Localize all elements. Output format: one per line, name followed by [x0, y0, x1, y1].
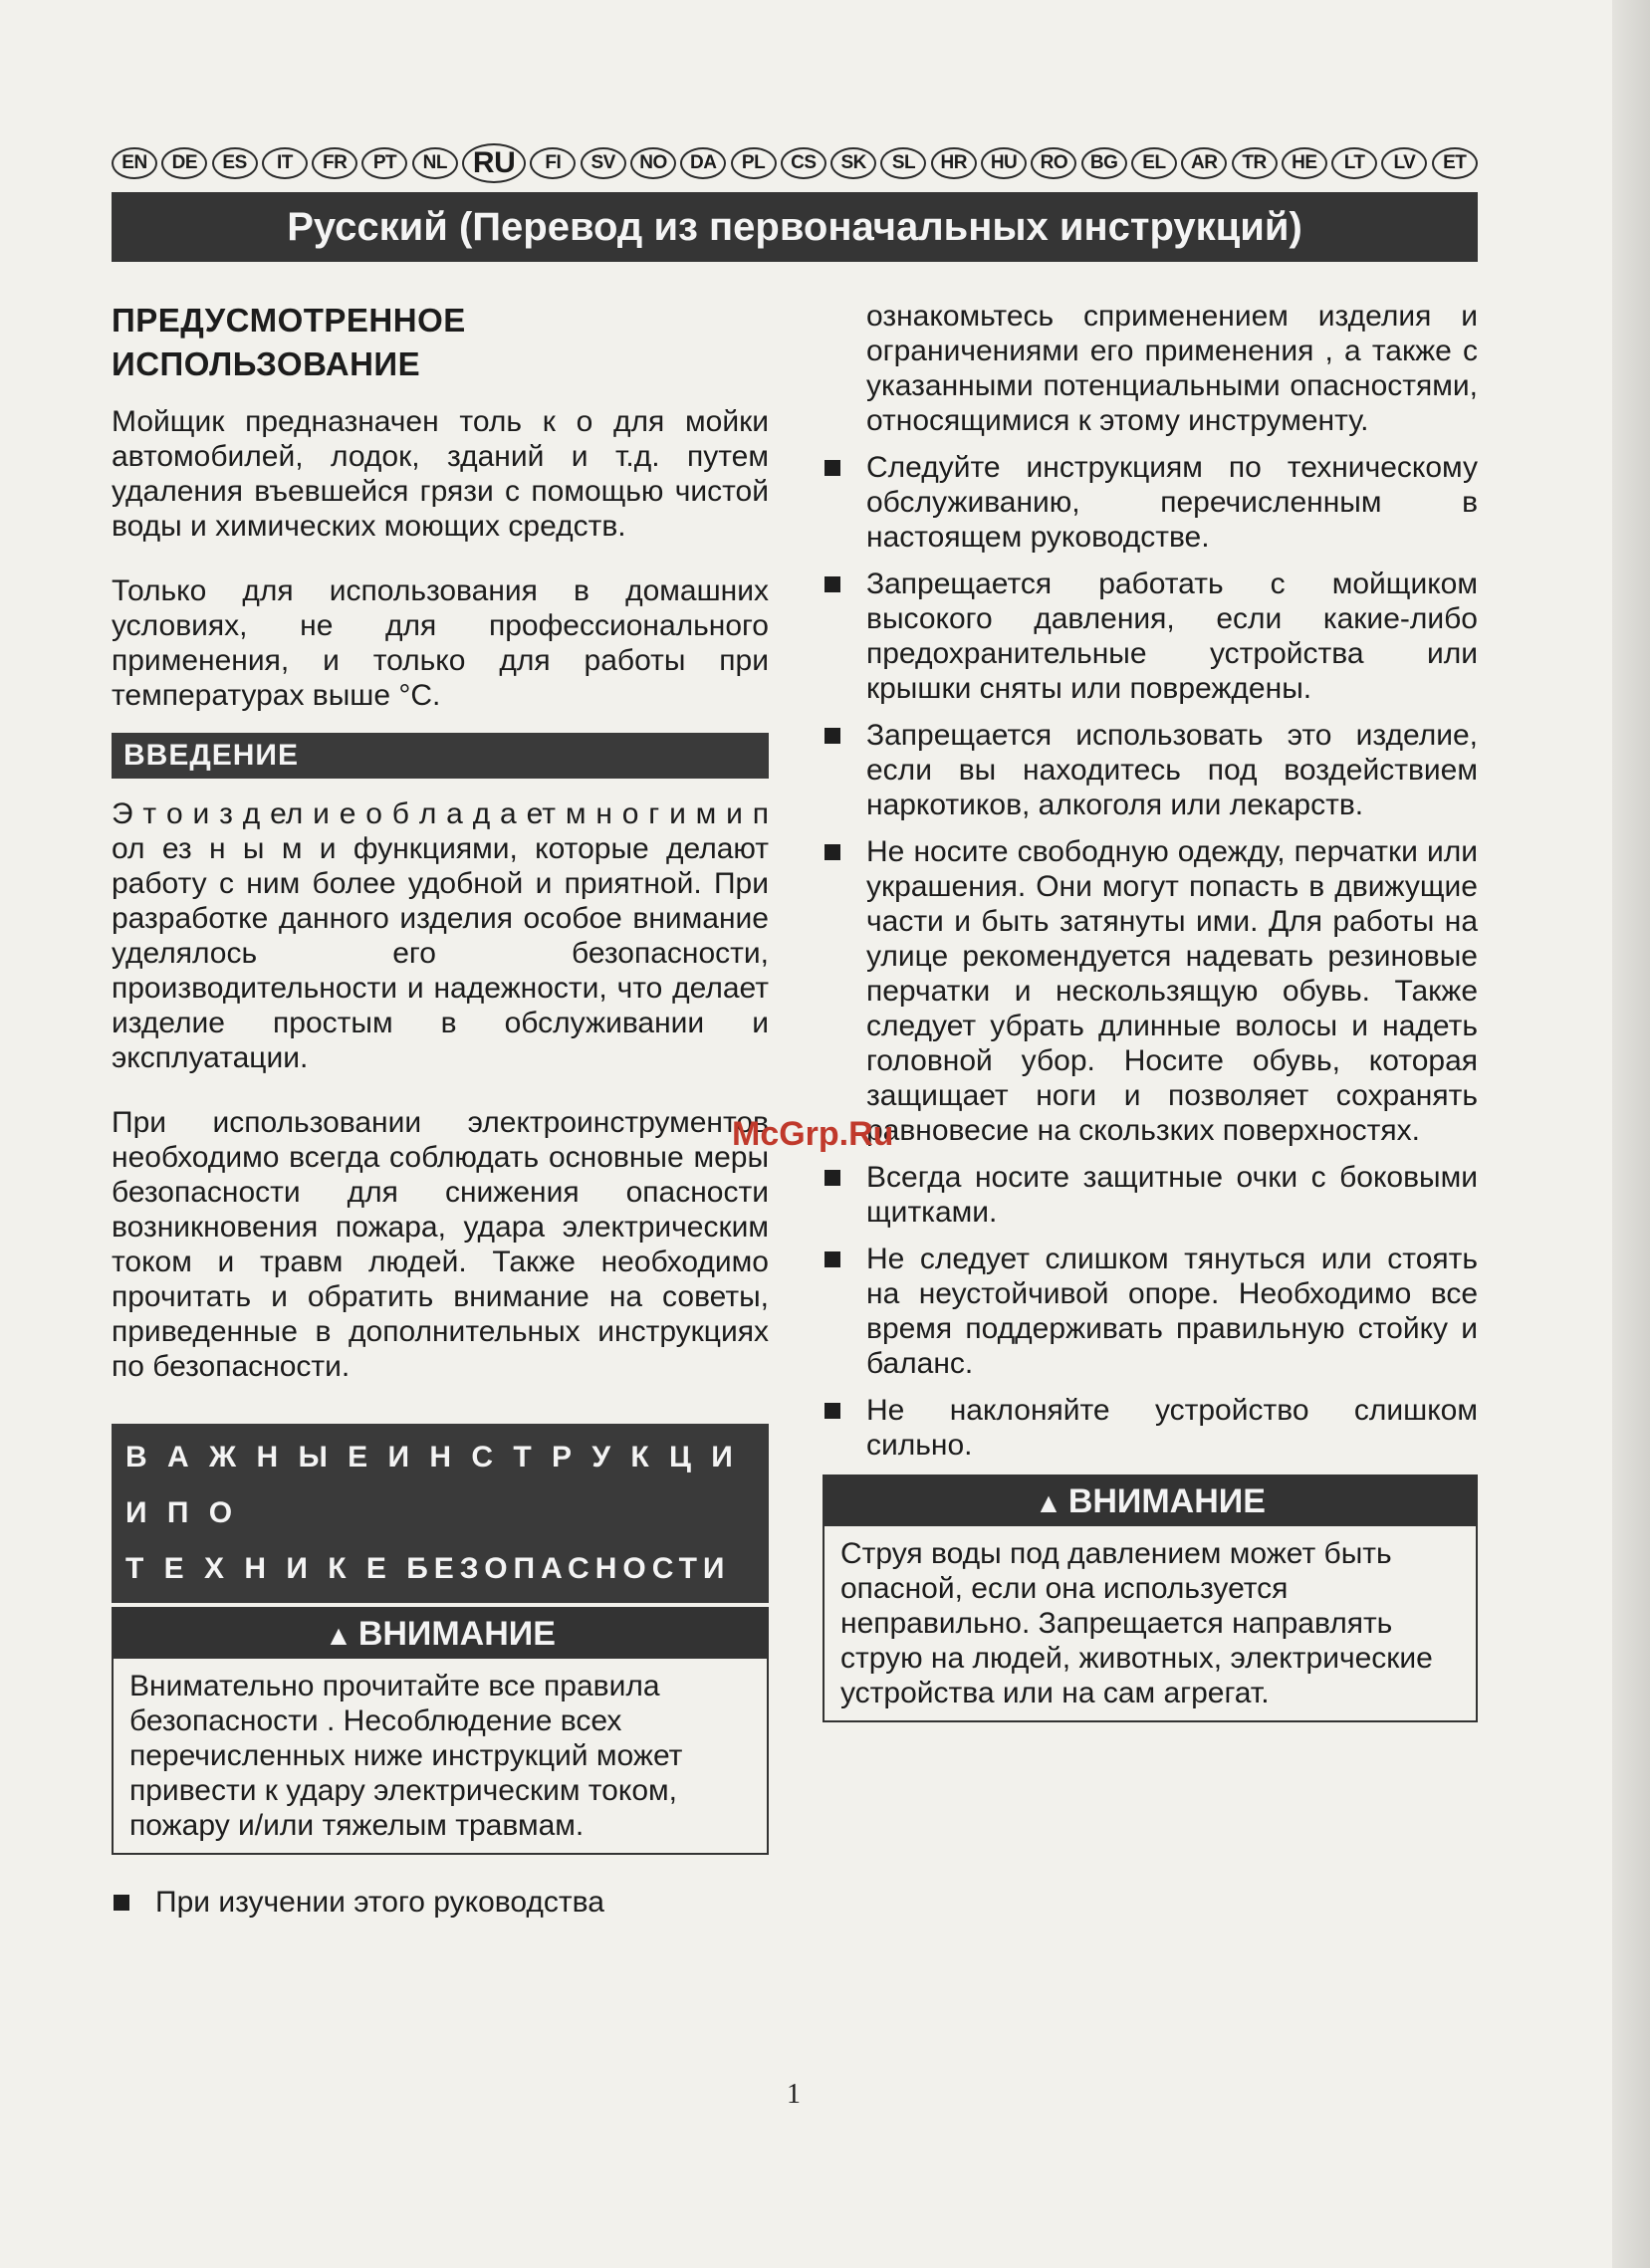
language-option-sl: SL: [880, 147, 926, 179]
language-option-tr: TR: [1232, 147, 1278, 179]
domestic-use-paragraph: Только для использования в домашних условиях, не для профессионального применения, и только для работы при температурах выше °C.: [112, 574, 769, 712]
language-option-sk: SK: [830, 147, 876, 179]
language-option-lv: LV: [1381, 147, 1427, 179]
language-option-de: DE: [161, 147, 207, 179]
bullet-square-icon: [825, 576, 840, 592]
warning-header-right: [825, 1476, 1476, 1526]
bullet-square-icon: [825, 844, 840, 860]
language-option-pt: PT: [361, 147, 407, 179]
right-column: [823, 299, 1478, 1752]
language-option-lt: LT: [1331, 147, 1377, 179]
page-title: [112, 192, 1478, 262]
bullet-square-icon: [825, 460, 840, 476]
language-option-nl: NL: [412, 147, 458, 179]
language-option-ar: AR: [1181, 147, 1227, 179]
safety-instructions-heading: [112, 1424, 769, 1603]
language-option-es: ES: [212, 147, 258, 179]
left-column: [112, 299, 769, 1931]
language-option-fi: FI: [530, 147, 576, 179]
warning-header-left: [114, 1609, 767, 1659]
warning-triangle-icon: ▲: [325, 1620, 353, 1651]
intended-use-heading: ПРЕДУСМОТРЕННОЕ ИСПОЛЬЗОВАНИЕ: [112, 302, 466, 382]
list-item: Запрещается использовать это изделие, если вы находитесь под воздействием наркотиков, алкоголя или лекарств.: [823, 718, 1478, 822]
watermark: McGrp.Ru: [732, 1115, 894, 1153]
language-option-he: HE: [1282, 147, 1327, 179]
language-option-no: NO: [630, 147, 676, 179]
safety-bullet-list: [823, 450, 1478, 1463]
warning-title-left: ВНИМАНИЕ: [357, 1615, 556, 1653]
list-item: Всегда носите защитные очки с боковыми щитками.: [823, 1160, 1478, 1230]
language-option-en: EN: [112, 147, 157, 179]
language-option-it: IT: [262, 147, 308, 179]
continued-paragraph: ознакомьтесь сприменением изделия и ограничениями его применения , а также с указанными потенциальными опасностями, относящимися к этому инструменту.: [866, 300, 1478, 437]
intended-use-paragraph: Мойщик предназначен толь к о для мойки автомобилей, лодок, зданий и т.д. путем удаления въевшейся грязи с помощью чистой воды и химических моющих средств.: [112, 405, 769, 543]
language-option-ro: RO: [1031, 147, 1076, 179]
page-edge-shadow: [1612, 0, 1650, 2268]
list-item: При изучении этого руководства: [112, 1885, 769, 1920]
page-number: 1: [787, 2079, 801, 2110]
bullet-square-icon: [825, 1251, 840, 1267]
bullet-square-icon: [825, 728, 840, 744]
language-option-el: EL: [1131, 147, 1177, 179]
language-option-da: DA: [680, 147, 726, 179]
warning-box-right: [823, 1474, 1478, 1722]
safety-heading-line-1: В А Ж Н Ы Е И Н С Т Р У К Ц И И П О: [125, 1441, 739, 1529]
safety-heading-line-2: Т Е Х Н И К Е БЕЗОПАСНОСТИ: [125, 1552, 731, 1585]
language-option-pl: PL: [731, 147, 777, 179]
list-item: Не следует слишком тянуться или стоять на неустойчивой опоре. Необходимо все время поддерживать правильную стойку и баланс.: [823, 1242, 1478, 1381]
list-item: Не наклоняйте устройство слишком сильно.: [823, 1393, 1478, 1463]
language-option-ru: RU: [462, 143, 526, 183]
list-item: Следуйте инструкциям по техническому обслуживанию, перечисленным в настоящем руководстве.: [823, 450, 1478, 555]
language-option-hu: HU: [981, 147, 1027, 179]
introduction-paragraph: Э т о и з д ел и е о б л а д а ет м н о г и м и п ол ез н ы м и функциями, которые делают работу с ним более удобной и приятной. При разработке данного изделия особое внимание уделялось его безопасности, производительности и надежности, что делает изделие простым в обслуживании и эксплуатации.: [112, 797, 769, 1074]
warning-text-left: Внимательно прочитайте все правила безопасности . Несоблюдение всех перечисленных ниже инструкций может привести к удару электрическим током, пожару и/или тяжелым травмам.: [129, 1670, 683, 1842]
language-selector-bar: [112, 142, 1478, 184]
language-option-bg: BG: [1081, 147, 1127, 179]
language-option-cs: CS: [781, 147, 826, 179]
page-title-text: Русский (Перевод из первоначальных инструкций): [287, 204, 1302, 249]
language-option-hr: HR: [931, 147, 977, 179]
list-item: Не носите свободную одежду, перчатки или украшения. Они могут попасть в движущие части и быть затянуты ими. Для работы на улице рекомендуется надевать резиновые перчатки и нескользящую обувь. Также следует убрать длинные волосы и надеть головной убор. Носите обувь, которая защищает ноги и позволяет сохранять равновесие на скользких поверхностях.: [823, 834, 1478, 1148]
warning-text-right: Струя воды под давлением может быть опасной, если она используется неправильно. Запрещается направлять струю на людей, животных, электрические устройства или на сам агрегат.: [840, 1537, 1433, 1709]
introduction-heading: ВВЕДЕНИЕ: [112, 733, 769, 779]
warning-title-right: ВНИМАНИЕ: [1067, 1482, 1266, 1520]
language-option-sv: SV: [581, 147, 626, 179]
warning-box-left: [112, 1607, 769, 1855]
bullet-square-icon: [825, 1403, 840, 1419]
bullet-square-icon: [825, 1170, 840, 1186]
language-option-fr: FR: [312, 147, 357, 179]
list-item: Запрещается работать с мойщиком высокого давления, если какие-либо предохранительные устройства или крышки сняты или повреждены.: [823, 567, 1478, 706]
language-option-et: ET: [1432, 147, 1478, 179]
warning-triangle-icon: ▲: [1035, 1487, 1062, 1518]
bullet-square-icon: [114, 1895, 129, 1911]
safety-basics-paragraph: При использовании электроинструментов необходимо всегда соблюдать основные меры безопасности для снижения опасности возникновения пожара, удара электрическим током и травм людей. Также необходимо прочитать и обратить внимание на советы, приведенные в дополнительных инструкциях по безопасности.: [112, 1106, 769, 1383]
